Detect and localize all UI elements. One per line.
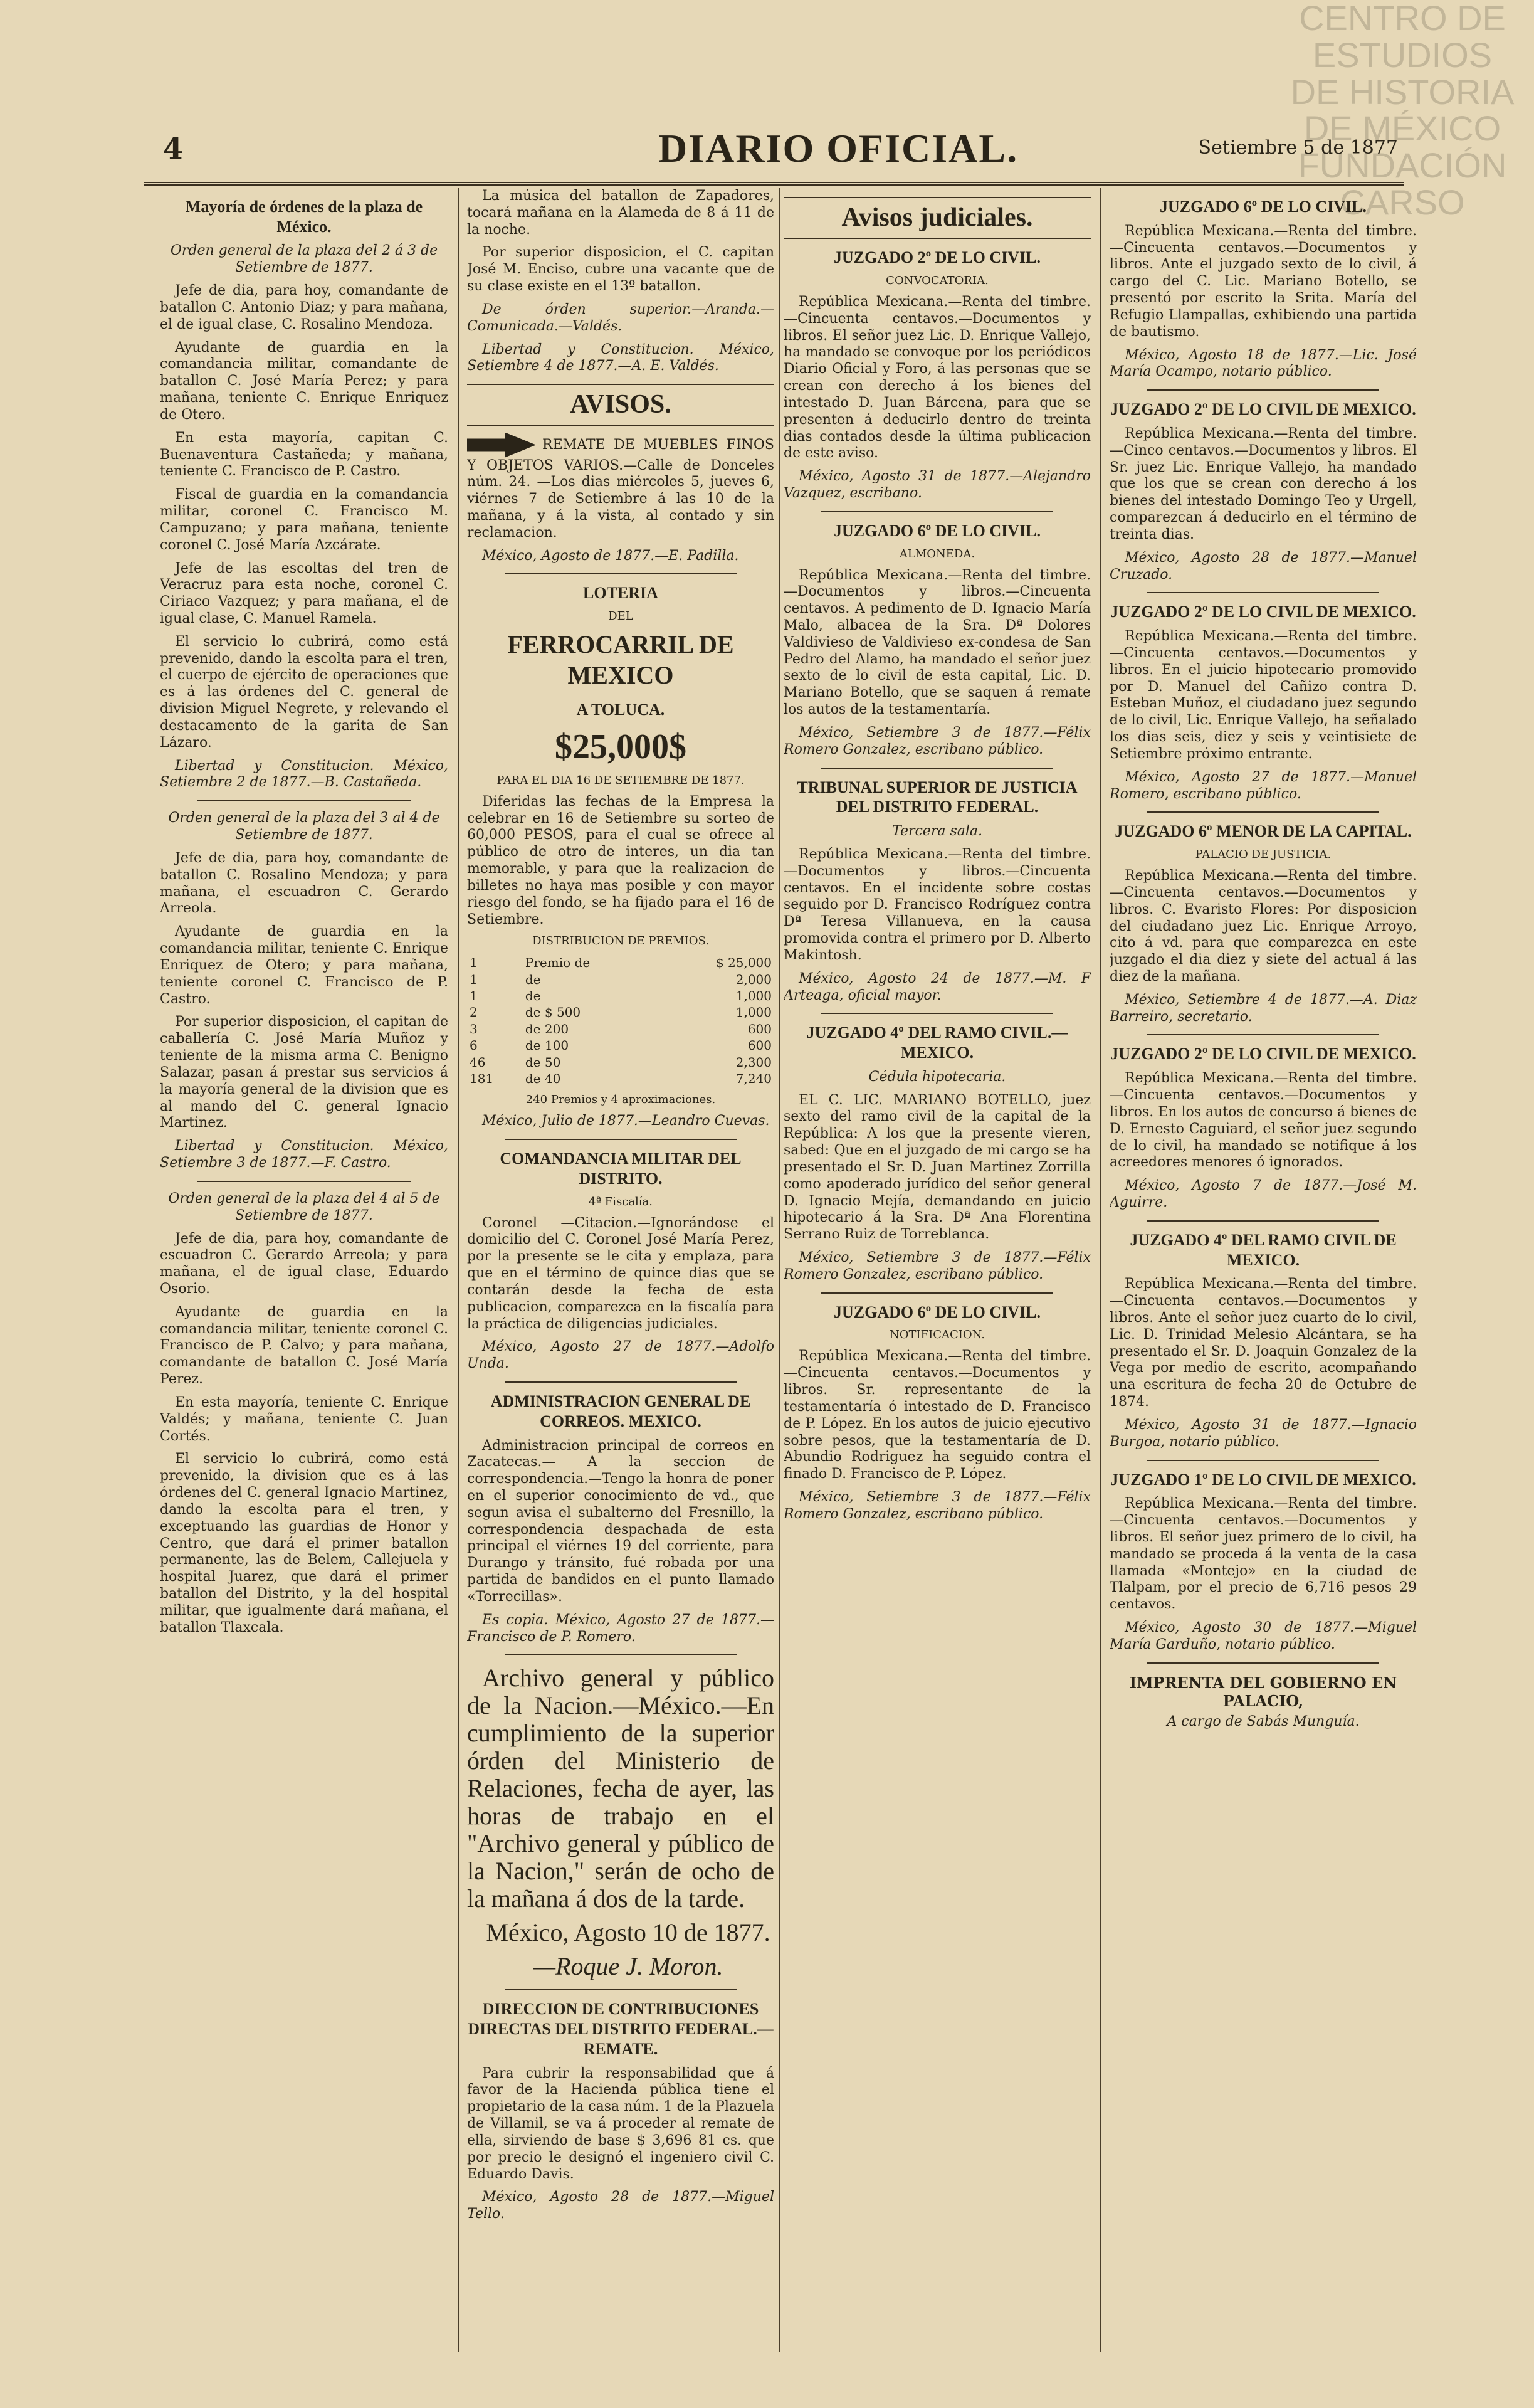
prize-row — [467, 1037, 774, 1054]
prize-amount: $25,000$ — [555, 727, 686, 767]
archivo-notice: Archivo general y público de la Nacion.—México.—En cumplimiento de la superior órden del Ministerio de Relaciones, fecha de ayer, las horas de trabajo en el "Archivo general y público de la Nacion," serán de ocho de la mañana á dos de la tarde. — [467, 1664, 774, 1913]
paragraph: Jefe de dia, para hoy, comandante de escuadron C. Gerardo Arreola; y para mañana, el de igual clase, Eduardo Osorio. — [160, 1230, 448, 1297]
imprenta-cargo: A cargo de Sabás Munguía. — [1167, 1714, 1360, 1730]
juzgado-title: JUZGADO 6º DE LO CIVIL. — [833, 521, 1041, 540]
signature: Es copia. México, Agosto 27 de 1877.—Francisco de P. Romero. — [467, 1612, 774, 1645]
administracion-title: ADMINISTRACION GENERAL DE CORREOS. MEXICO. — [490, 1392, 751, 1430]
tribunal-title: TRIBUNAL SUPERIOR DE JUSTICIA DEL DISTRITO FEDERAL. — [797, 778, 1078, 816]
juzgado-subtitle: NOTIFICACION. — [890, 1328, 985, 1342]
prize-row — [467, 1054, 774, 1070]
prize-quantity: 181 — [470, 1071, 494, 1087]
imprenta-line: IMPRENTA DEL GOBIERNO EN PALACIO, — [1129, 1673, 1397, 1710]
prize-amount-cell: 2,000 — [735, 971, 772, 987]
juzgado-title: JUZGADO 2º DE LO CIVIL DE MEXICO. — [1110, 1045, 1416, 1064]
divider — [1147, 1662, 1379, 1664]
prize-label: de 40 — [525, 1071, 561, 1087]
divider — [821, 511, 1053, 512]
order-title: Orden general de la plaza del 2 á 3 de Setiembre de 1877. — [170, 243, 438, 276]
juzgado-title: JUZGADO 2º DE LO CIVIL. — [833, 248, 1041, 267]
paragraph: República Mexicana.—Renta del timbre.—Cincuenta centavos.—Documentos y libros. En los autos de concurso á bienes de D. Ernesto Caguiard, el señor juez segundo de lo civil, ha mandado se notifique á los acreedores menores ó ignorados. — [1110, 1070, 1417, 1171]
prize-label: de 200 — [525, 1021, 569, 1037]
paragraph: Para cubrir la responsabilidad que á favor de la Hacienda pública tiene el propietario de la casa núm. 1 de la Plazuela de Villamil, se va á proceder al remate de ella, sirviendo de base $ 3,696 81 cs. que por precio le designó el ingeniero civil C. Eduardo Davis. — [467, 2065, 774, 2182]
prize-amount-cell: 600 — [747, 1038, 772, 1054]
signature: México, Setiembre 3 de 1877.—Félix Romero Gonzalez, escribano público. — [784, 1489, 1091, 1522]
column-2 — [467, 188, 774, 2352]
prize-row — [467, 1021, 774, 1037]
avisos-judiciales-title: Avisos judiciales. — [784, 197, 1091, 239]
archivo-date: México, Agosto 10 de 1877. — [486, 1918, 770, 1947]
paragraph: El servicio lo cubrirá, como está prevenido, la division que es á las órdenes del C. general Ignacio Martinez, dando la escolta para el tren, y exceptuando las guardias de Honor y Centro, que dará el primer batallon permanente, las de Belem, Callejuela y hospital Juarez, que dará el primer batallon del Distrito, y la del hospital militar, que igualmente dará mañana, el batallon Tlaxcala. — [160, 1451, 448, 1635]
paragraph: Por superior disposicion, el C. capitan José M. Enciso, cubre una vacante que de su clase existe en el 13º batallon. — [467, 245, 774, 295]
header-rule — [144, 182, 1404, 186]
paragraph: Por superior disposicion, el capitan de caballería C. José María Muñoz y teniente de la misma arma C. Benigno Salazar, pasan á prestar sus servicios á la mayoría general de la division que es al mando del C. general Ignacio Martinez. — [160, 1014, 448, 1131]
prize-total: 240 Premios y 4 aproximaciones. — [525, 1093, 716, 1107]
divider — [505, 1381, 737, 1383]
prize-amount-cell: 600 — [747, 1021, 772, 1037]
prize-row — [467, 971, 774, 988]
divider — [1147, 811, 1379, 813]
prize-amount-cell: 1,000 — [735, 988, 772, 1004]
prize-table — [467, 954, 774, 1087]
paragraph: EL C. LIC. MARIANO BOTELLO, juez sexto del ramo civil de la capital de la República: A los que la presente vieren, sabed: Que en el juzgado de mi cargo se ha presentado el Sr. D. Juan Martinez Zorrilla como apoderado jurídico del señor general D. Ignacio Mejía, demandando en juicio hipotecario á la Sra. Dª Ana Florentina Serrano Ruiz de Torreblanca. — [784, 1092, 1091, 1243]
divider — [1147, 1034, 1379, 1035]
juzgado-title: JUZGADO 6º DE LO CIVIL. — [833, 1302, 1041, 1321]
paragraph: República Mexicana.—Renta del timbre.—Cinco centavos.—Documentos y libros. El Sr. juez Lic. Enrique Vallejo, ha mandado que los que se crean con derecho á los bienes del intestado Domingo Teo y Urgell, comparezcan á deducirlo en el término de treinta dias. — [1110, 425, 1417, 542]
signature: Libertad y Constitucion. México, Setiembre 3 de 1877.—F. Castro. — [160, 1138, 448, 1171]
paragraph: República Mexicana.—Renta del timbre.—Documentos y libros.—Cincuenta centavos. En el incidente sobre costas seguido por D. Francisco Rodríguez contra Dª Teresa Villanueva, en la causa promovida contra el primero por D. Alberto Makintosh. — [784, 846, 1091, 963]
signature: México, Agosto de 1877.—E. Padilla. — [482, 547, 739, 564]
juzgado-title: JUZGADO 4º DEL RAMO CIVIL.—MEXICO. — [806, 1023, 1068, 1062]
paragraph: República Mexicana.—Renta del timbre.—Cincuenta centavos.—Documentos y libros. Ante el señor juez cuarto de lo civil, Lic. D. Trinidad Melesio Alcántara, se ha presentado el Sr. D. Joaquin Gonzalez de la Vega por medio de escrito, acompañando una escritura de fecha 20 de Octubre de 1874. — [1110, 1276, 1417, 1410]
prize-amount-cell: 7,240 — [735, 1071, 772, 1087]
toluca-label: A TOLUCA. — [576, 700, 665, 719]
juzgado-subtitle: ALMONEDA. — [899, 547, 975, 561]
fiscalia-label: 4ª Fiscalía. — [589, 1195, 653, 1208]
juzgado-title: JUZGADO 6º DE LO CIVIL. — [1159, 198, 1367, 216]
paragraph: Administracion principal de correos en Zacatecas.— A la seccion de correspondencia.—Tengo la honra de poner en el superior conocimiento de vd., que segun avisa el subalterno del Fresnillo, la correspondencia despachada de esta principal el viérnes 19 del corriente, para Durango y tránsito, fué robada por una partida de bandidos en el punto llamado «Torrecillas». — [467, 1437, 774, 1605]
prize-quantity: 1 — [470, 988, 478, 1004]
signature: México, Agosto 24 de 1877.—M. F Arteaga, oficial mayor. — [784, 970, 1091, 1003]
prize-table-body — [467, 954, 774, 1087]
prize-row — [467, 1070, 774, 1087]
signature: México, Agosto 27 de 1877.—Manuel Romero, escribano público. — [1110, 769, 1417, 802]
juzgado-title: JUZGADO 1º DE LO CIVIL DE MEXICO. — [1110, 1470, 1416, 1489]
prize-label: de $ 500 — [525, 1005, 581, 1020]
prize-quantity: 2 — [470, 1005, 478, 1020]
juzgado-subtitle: CONVOCATORIA. — [886, 273, 989, 287]
comandancia-title: COMANDANCIA MILITAR DEL DISTRITO. — [500, 1149, 742, 1188]
divider — [1147, 592, 1379, 593]
column-divider — [779, 188, 780, 2352]
draw-date: PARA EL DIA 16 DE SETIEMBRE DE 1877. — [496, 773, 745, 787]
signature: Libertad y Constitucion. México, Setiembre 2 de 1877.—B. Castañeda. — [160, 758, 448, 791]
prize-label: de — [525, 971, 541, 987]
section-title: Mayoría de órdenes de la plaza de México. — [185, 198, 423, 236]
del-label: DEL — [608, 610, 633, 623]
signature: México, Agosto 30 de 1877.—Miguel María Garduño, notario público. — [1110, 1620, 1417, 1652]
divider — [1147, 1220, 1379, 1222]
paragraph: Fiscal de guardia en la comandancia militar, coronel C. Francisco M. Campuzano; y para mañana, teniente coronel C. José María Azcárate. — [160, 487, 448, 553]
remate-notice — [467, 433, 774, 542]
paragraph: Ayudante de guardia en la comandancia militar, teniente coronel C. Francisco de P. Calvo; y para mañana, comandante de batallon C. José María Perez. — [160, 1304, 448, 1388]
paragraph: Jefe de dia, para hoy, comandante de batallon C. Rosalino Mendoza; y para mañana, el escuadron C. Gerardo Arreola. — [160, 850, 448, 917]
remate-text: REMATE DE MUEBLES FINOS Y OBJETOS VARIOS.—Calle de Donceles núm. 24. —Los dias miércoles 5, jueves 6, viérnes 7 de Setiembre á las 10 de la mañana, y á la vista, al contado y sin reclamacion. — [467, 436, 774, 541]
direccion-title: DIRECCION DE CONTRIBUCIONES DIRECTAS DEL DISTRITO FEDERAL.—REMATE. — [468, 2000, 774, 2058]
juzgado-title: JUZGADO 4º DEL RAMO CIVIL DE MEXICO. — [1130, 1230, 1397, 1269]
prize-quantity: 46 — [470, 1054, 486, 1070]
issue-date: Setiembre 5 de 1877 — [1198, 137, 1398, 159]
juzgado-title: JUZGADO 2º DE LO CIVIL DE MEXICO. — [1110, 400, 1416, 419]
paragraph: Ayudante de guardia en la comandancia militar, comandante de batallon C. José María Perez; y para mañana, teniente C. Enrique Enriquez de Otero. — [160, 339, 448, 423]
prize-label: de 50 — [525, 1054, 561, 1070]
ferrocarril-title: FERROCARRIL DE MEXICO — [507, 630, 734, 689]
juzgado-subtitle: Cédula hipotecaria. — [868, 1069, 1006, 1085]
column-divider — [1100, 188, 1101, 2352]
paragraph: De órden superior.—Aranda.—Comunicada.—Valdés. — [467, 301, 774, 334]
signature: México, Agosto 27 de 1877.—Adolfo Unda. — [467, 1339, 774, 1372]
prize-quantity: 1 — [470, 955, 478, 971]
juzgado-title: JUZGADO 6º MENOR DE LA CAPITAL. — [1115, 822, 1412, 841]
paragraph: República Mexicana.—Renta del timbre.—Cincuenta centavos.—Documentos y libros. El señor juez Lic. D. Enrique Vallejo, ha mandado se convoque por los periódicos Diario Oficial y Foro, á las personas que se crean con derecho á los bienes del intestado D. Juan Bárcena, para que se presenten á deducirlo dentro de treinta dias contados desde la última publicacion de este aviso. — [784, 293, 1091, 462]
prize-quantity: 6 — [470, 1038, 478, 1054]
prize-amount-cell: 1,000 — [735, 1005, 772, 1020]
divider — [197, 1181, 411, 1182]
juzgado-title: JUZGADO 2º DE LO CIVIL DE MEXICO. — [1110, 603, 1416, 621]
paragraph: Jefe de las escoltas del tren de Veracruz para esta noche, coronel C. Ciriaco Vazquez; y para mañana, el de igual clase, C. Manuel Ramela. — [160, 560, 448, 626]
avisos-title: AVISOS. — [467, 384, 774, 426]
prize-label: de 100 — [525, 1038, 569, 1054]
signature: México, Agosto 31 de 1877.—Ignacio Burgoa, notario público. — [1110, 1417, 1417, 1450]
distribution-title: DISTRIBUCION DE PREMIOS. — [532, 934, 709, 948]
column-4 — [1110, 188, 1417, 2352]
tribunal-subtitle: Tercera sala. — [891, 823, 983, 840]
divider — [821, 1013, 1053, 1014]
signature: México, Setiembre 3 de 1877.—Félix Romero Gonzalez, escribano público. — [784, 1250, 1091, 1282]
signature: México, Julio de 1877.—Leandro Cuevas. — [482, 1113, 770, 1129]
signature: México, Setiembre 3 de 1877.—Félix Romero Gonzalez, escribano público. — [784, 724, 1091, 758]
paragraph: En esta mayoría, capitan C. Buenaventura Castañeda; y mañana, teniente C. Francisco de P. Castro. — [160, 430, 448, 480]
column-3 — [784, 188, 1091, 2352]
divider — [505, 1654, 737, 1656]
prize-amount-cell: 2,300 — [735, 1054, 772, 1070]
paragraph: República Mexicana.—Renta del timbre.—Cincuenta centavos.—Documentos y libros. En el juicio hipotecario promovido por D. Manuel del Cañizo contra D. Esteban Muñoz, el ciudadano juez segundo de lo civil, Lic. Enrique Vallejo, ha señalado los dias seis, diez y seis y veintisiete de Setiembre próximo entrante. — [1110, 628, 1417, 762]
prize-row — [467, 954, 774, 971]
page-number: 4 — [163, 132, 184, 166]
divider — [821, 1292, 1053, 1294]
archivo-signature: —Roque J. Moron. — [533, 1952, 723, 1981]
divider — [821, 768, 1053, 769]
page-header — [144, 119, 1398, 176]
paragraph: En esta mayoría, teniente C. Enrique Valdés; y mañana, teniente C. Juan Cortés. — [160, 1394, 448, 1444]
signature: México, Agosto 7 de 1877.—José M. Aguirre. — [1110, 1178, 1417, 1210]
paragraph: República Mexicana.—Renta del timbre.—Cincuenta centavos.—Documentos y libros. El señor juez primero de lo civil, ha mandado se proceda á la venta de la casa llamada «Montejo» en la ciudad de Tlalpam, por el precio de 6,716 pesos 29 centavos. — [1110, 1496, 1417, 1613]
paragraph: Ayudante de guardia en la comandancia militar, teniente C. Enrique Enriquez de Otero; y para mañana, teniente coronel C. Francisco de P. Castro. — [160, 924, 448, 1007]
divider — [1147, 389, 1379, 391]
masthead: DIARIO OFICIAL. — [658, 126, 1019, 171]
signature: Libertad y Constitucion. México, Setiembre 4 de 1877.—A. E. Valdés. — [467, 341, 774, 374]
loteria-label: LOTERIA — [583, 584, 658, 603]
divider — [505, 1139, 737, 1140]
column-divider — [458, 188, 459, 2352]
prize-quantity: 3 — [470, 1021, 478, 1037]
prize-amount-cell: $ 25,000 — [715, 955, 772, 971]
paragraph: República Mexicana.—Renta del timbre.—Cincuenta centavos.—Documentos y libros. C. Evaristo Flores: Por disposicion del ciudadano juez Lic. Enrique Arroyo, cito á vd. para que comparezca en este juzgado el dia diez y siete del actual á las diez de la mañana. — [1110, 868, 1417, 985]
divider — [197, 800, 411, 801]
paragraph: República Mexicana.—Renta del timbre.—Documentos y libros.—Cincuenta centavos. A pedimento de D. Ignacio María Malo, albacea de la Sra. Dª Dolores Valdivieso de Valdivieso ex-condesa de San Pedro del Alamo, ha mandado el señor juez sexto de lo civil de esta capital, Lic. D. Mariano Botello, que se saquen á remate los autos de la testamentaría. — [784, 567, 1091, 718]
paragraph: La música del batallon de Zapadores, tocará mañana en la Alameda de 8 á 11 de la noche. — [467, 188, 774, 238]
prize-label: de — [525, 988, 541, 1004]
divider — [1147, 1460, 1379, 1461]
paragraph: República Mexicana.—Renta del timbre.—Cincuenta centavos.—Documentos y libros. Ante el juzgado sexto de lo civil, á cargo del C. Lic. Mariano Botello, se presentó por escrito la Srita. María del Refugio Llampallas, exhibiendo una partida de bautismo. — [1110, 223, 1417, 340]
paragraph: Diferidas las fechas de la Empresa la celebrar en 16 de Setiembre su sorteo de 60,000 PESOS, para el cual se ofrece al público de otro de interes, un dia tan memorable, y para que la realizacion de billetes no haya mas posible y con mayor riesgo del fondo, se ha fijado para el 16 de Setiembre. — [467, 793, 774, 927]
signature: México, Agosto 18 de 1877.—Lic. José María Ocampo, notario público. — [1110, 347, 1417, 380]
order-title: Orden general de la plaza del 3 al 4 de Setiembre de 1877. — [168, 810, 440, 843]
signature: México, Agosto 28 de 1877.—Manuel Cruzado. — [1110, 549, 1417, 583]
prize-row — [467, 1004, 774, 1020]
signature: México, Agosto 31 de 1877.—Alejandro Vazquez, escribano. — [784, 468, 1091, 502]
signature: México, Setiembre 4 de 1877.—A. Diaz Barreiro, secretario. — [1110, 991, 1417, 1025]
signature: México, Agosto 28 de 1877.—Miguel Tello. — [467, 2189, 774, 2222]
paragraph: Coronel —Citacion.—Ignorándose el domicilio del C. Coronel José María Perez, por la presente se le cita y emplaza, para que en el término de quince dias que se contarán desde la fecha de esta publicacion, comparezca en la fiscalía para la práctica de diligencias judiciales. — [467, 1215, 774, 1332]
column-1 — [160, 188, 448, 2352]
juzgado-subtitle: PALACIO DE JUSTICIA. — [1195, 848, 1332, 862]
paragraph: Jefe de dia, para hoy, comandante de batallon C. Antonio Diaz; y para mañana, el de igual clase, C. Rosalino Mendoza. — [160, 283, 448, 332]
prize-row — [467, 988, 774, 1004]
order-title: Orden general de la plaza del 4 al 5 de Setiembre de 1877. — [168, 1190, 440, 1223]
prize-label: Premio de — [525, 955, 591, 971]
divider — [505, 573, 737, 574]
pointing-hand-icon — [467, 433, 536, 458]
watermark-stamp: CENTRO DE ESTUDIOS DE HISTORIA DE MÉXICO FUNDACIÓN CARSO — [1290, 0, 1515, 222]
prize-quantity: 1 — [470, 971, 478, 987]
paragraph: República Mexicana.—Renta del timbre.—Cincuenta centavos.—Documentos y libros. Sr. representante de la testamentaría ó intestado de D. Francisco de P. López. En los autos de juicio ejecutivo sobre pesos, que la testamentaría de D. Abundio Rodriguez ha seguido contra el finado D. Francisco de P. López. — [784, 1348, 1091, 1482]
paragraph: El servicio lo cubrirá, como está prevenido, dando la escolta para el tren, el cuerpo de ejército de operaciones que es á las órdenes del C. general de division Miguel Negrete, y relevando el destacamento de la garita de San Lázaro. — [160, 633, 448, 751]
divider — [505, 1989, 737, 1990]
